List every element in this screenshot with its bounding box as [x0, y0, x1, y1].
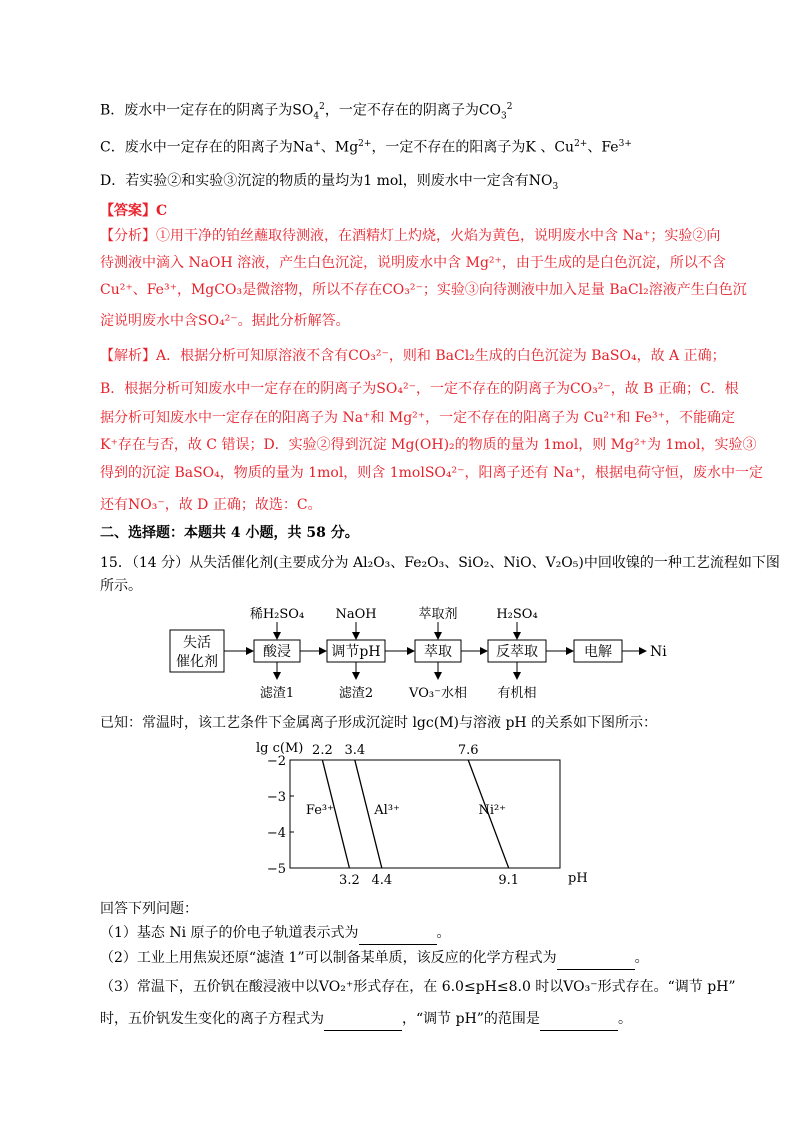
series-label: Fe³⁺	[305, 803, 334, 818]
output-4: 有机相	[497, 686, 537, 701]
output-1: 滤渣1	[259, 686, 295, 701]
answer: 【答案】C	[100, 203, 168, 219]
solution-line-6: 还有NO₃⁻，故 D 正确；故选：C。	[100, 497, 322, 513]
input-3: 萃取剂	[418, 607, 458, 622]
analysis-line-3: Cu²⁺、Fe³⁺，MgCO₃是微溶物，所以不存在CO₃²⁻；实验③向待测液中加入足量 BaCl₂溶液产生白色沉	[100, 282, 747, 298]
solution-line-1: 【解析】A．根据分析可知原溶液不含有CO₃²⁻，则和 BaCl₂生成的白色沉淀为 BaSO₄，故 A 正确；	[100, 348, 726, 364]
y-axis-label: lg c(M)	[256, 741, 304, 756]
solution-line-3: 据分析可知废水中一定存在的阳离子为 Na⁺和 Mg²⁺，一定不存在的阳离子为 Cu²⁺和 Fe³⁺，不能确定	[100, 410, 736, 426]
answer-blank-2[interactable]	[557, 947, 635, 970]
answer-blank-4[interactable]	[540, 1008, 618, 1031]
input-1: 稀H₂SO₄	[249, 607, 305, 622]
known-text: 已知：常温时，该工艺条件下金属离子形成沉淀时 lgc(M)与溶液 pH 的关系如下图所示：	[100, 715, 658, 731]
step-label-4: 反萃取	[496, 644, 538, 660]
step-label-1: 酸浸	[263, 644, 291, 660]
y-tick-label: −2	[266, 754, 286, 769]
solution-line-2: B．根据分析可知废水中一定存在的阴离子为SO₄²⁻，一定不存在的阴离子为CO₃²⁻，故 B 正确；C．根	[100, 381, 739, 397]
top-value-label: 7.6	[457, 743, 479, 758]
x-axis-label: pH	[568, 871, 588, 886]
y-tick-label: −5	[266, 862, 286, 877]
output-3: VO₃⁻水相	[409, 686, 467, 701]
top-value-label: 2.2	[312, 743, 333, 758]
top-value-label: 3.4	[344, 743, 366, 758]
input-4: H₂SO₄	[496, 607, 538, 622]
section-heading: 二、选择题：本题共 4 小题，共 58 分。	[100, 525, 359, 541]
step-label-5: 电解	[584, 644, 612, 660]
questions-intro: 回答下列问题：	[100, 901, 198, 917]
bottom-value-label: 9.1	[498, 873, 520, 888]
series-label: Al³⁺	[374, 803, 400, 818]
bottom-value-label: 3.2	[339, 873, 360, 888]
option-c: C．废水中一定存在的阳离子为Na+、$Mg^{2+}$，一定不存在的阳离子为K 、$Cu^{2+}$、$Fe^{3+}$	[100, 139, 632, 156]
process-flow-diagram	[150, 600, 680, 705]
series-label: Ni²⁺	[478, 803, 507, 818]
q15-line-1: 15．（14 分）从失活催化剂(主要成分为 Al₂O₃、Fe₂O₃、SiO₂、NiO、V₂O₅)中回收镍的一种工艺流程如下图	[100, 555, 780, 571]
output-2: 滤渣2	[338, 686, 374, 701]
analysis-line-4: 淀说明废水中含SO₄²⁻。据此分析解答。	[100, 313, 350, 329]
step-label-3: 萃取	[424, 644, 452, 660]
solution-line-5: 得到的沉淀 BaSO₄，物质的量为 1mol，则含 1molSO₄²⁻，阳离子还有 Na⁺，根据电荷守恒，废水中一定	[100, 465, 763, 481]
y-tick-label: −3	[266, 790, 286, 805]
end-product: Ni	[650, 644, 667, 660]
question-3a: （3）常温下，五价钒在酸浸液中以VO₂⁺形式存在，在 6.0≤pH≤8.0 时以VO₃⁻形式存在。“调节 pH”	[100, 979, 736, 995]
solution-line-4: K⁺存在与否，故 C 错误；D．实验②得到沉淀 Mg(OH)₂的物质的量为 1mol，则 Mg²⁺为 1mol，实验③	[100, 437, 757, 453]
q15-line-2: 所示。	[100, 578, 142, 594]
question-3b: 时，五价钒发生变化的离子方程式为 ，“调节 pH”的范围是 。	[100, 1008, 632, 1031]
bottom-value-label: 4.4	[371, 873, 393, 888]
option-b: B．废水中一定存在的阴离子为$SO_4^2$，一定不存在的阴离子为$CO_3^2$	[100, 102, 513, 122]
analysis-line-1: 【分析】①用干净的铂丝蘸取待测液，在酒精灯上灼烧，火焰为黄色，说明废水中含 Na⁺；实验②向	[100, 228, 721, 244]
start-label-1: 失活	[183, 635, 211, 651]
lgc-ph-chart	[250, 740, 590, 890]
question-1: （1）基态 Ni 原子的价电子轨道表示式为 。	[100, 922, 451, 945]
step-label-2: 调节pH	[331, 644, 381, 660]
start-label-2: 催化剂	[176, 654, 218, 670]
option-d: D．若实验②和实验③沉淀的物质的量均为1 mol，则废水中一定含有$NO_3$	[100, 173, 559, 192]
answer-blank-1[interactable]	[359, 922, 437, 945]
analysis-line-2: 待测液中滴入 NaOH 溶液，产生白色沉淀，说明废水中含 Mg²⁺，由于生成的是白色沉淀，所以不含	[100, 255, 726, 271]
answer-blank-3[interactable]	[324, 1008, 402, 1031]
y-tick-label: −4	[266, 826, 286, 841]
input-2: NaOH	[335, 607, 377, 622]
question-2: （2）工业上用焦炭还原“滤渣 1”可以制备某单质，该反应的化学方程式为 。	[100, 947, 649, 970]
